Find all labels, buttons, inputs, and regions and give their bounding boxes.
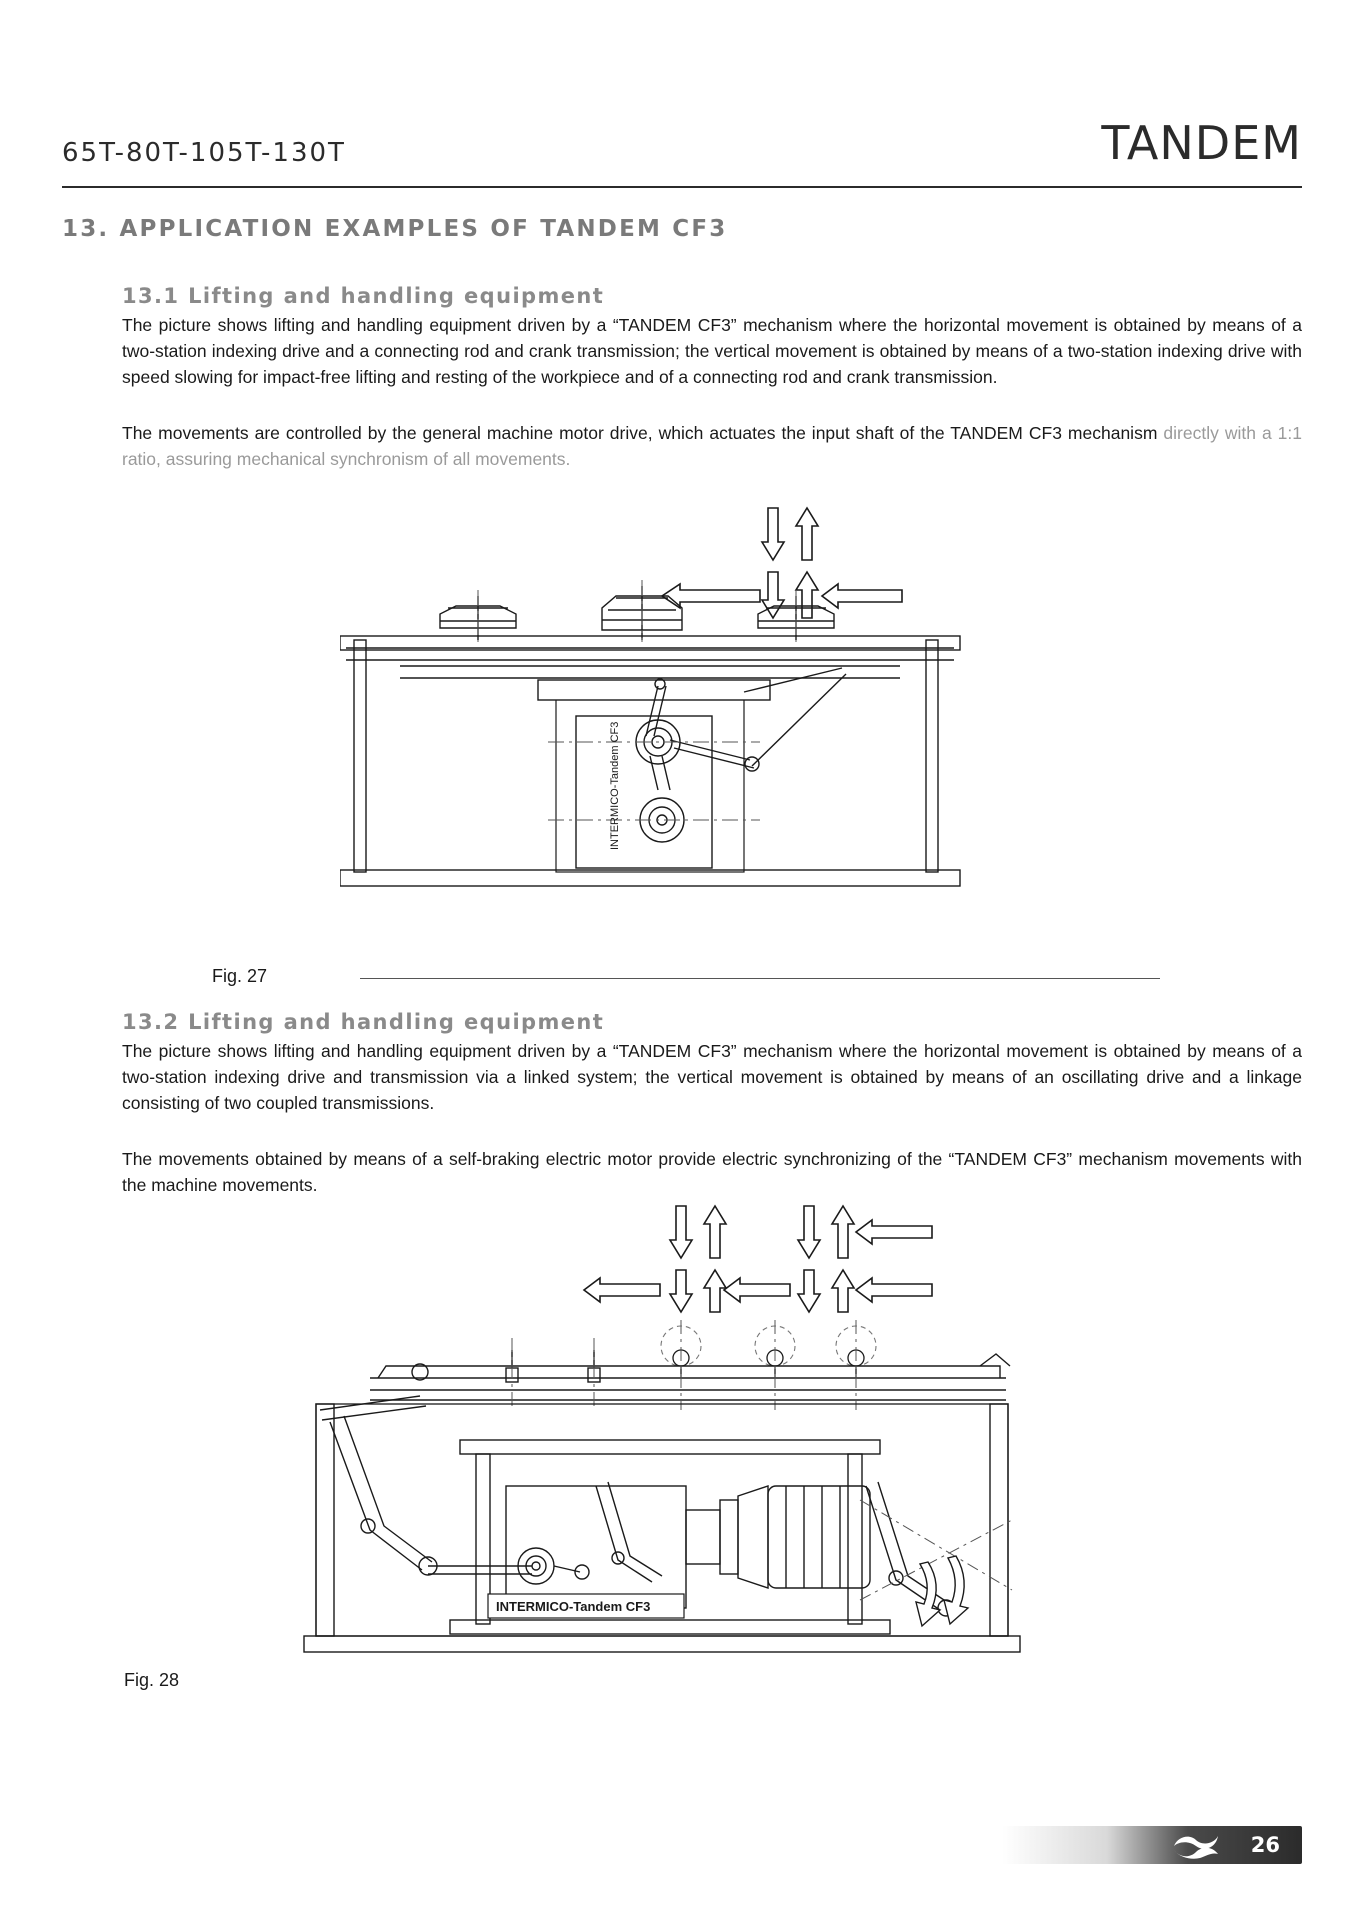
header-divider	[62, 186, 1302, 188]
figure-28-drawing	[300, 1200, 1160, 1700]
company-logo-icon	[1168, 1828, 1224, 1862]
page-footer	[1002, 1826, 1302, 1868]
subsection-title-13-2: 13.2 Lifting and handling equipment	[122, 1010, 605, 1034]
page-number: 26	[1250, 1833, 1280, 1857]
section-title: 13. APPLICATION EXAMPLES OF TANDEM CF3	[62, 216, 728, 242]
subsection-13-1-paragraph-2	[122, 420, 1302, 472]
brand-title: TANDEM	[1101, 116, 1302, 170]
figure-27-rule	[360, 978, 1160, 979]
subsection-title-13-1: 13.1 Lifting and handling equipment	[122, 284, 605, 308]
figure-27-drawing	[340, 490, 1170, 950]
figure-28-label: Fig. 28	[124, 1670, 180, 1690]
paragraph-2-main: The movements are controlled by the general machine motor drive, which actuates the input shaft of the TANDEM CF3 mechanism	[122, 423, 1164, 443]
paragraph-2-tail: directly with a 1:1 ratio, assuring mechanical synchronism of all movements.	[122, 423, 1303, 469]
svg-text:INTERMICO-Tandem CF3: INTERMICO-Tandem CF3	[496, 1599, 651, 1614]
subsection-13-2-paragraph-2: The movements obtained by means of a self-braking electric motor provide electric synchronizing of the “TANDEM CF3” mechanism movements with the machine movements.	[122, 1149, 1302, 1195]
figure-27-label: Fig. 27	[212, 966, 268, 986]
page-header	[62, 116, 1302, 182]
document-code: 65T-80T-105T-130T	[62, 138, 346, 168]
subsection-13-1-paragraph-1: The picture shows lifting and handling equipment driven by a “TANDEM CF3” mechanism where the horizontal movement is obtained by means of a two-station indexing drive and a connecting rod and crank transmission; the vertical movement is obtained by means of a two-station indexing drive with speed slowing for impact-free lifting and resting of the workpiece and of a connecting rod and crank transmission.	[122, 315, 1302, 387]
svg-text:INTERMICO-Tandem CF3: INTERMICO-Tandem CF3	[609, 721, 621, 850]
subsection-13-2-paragraph-1: The picture shows lifting and handling equipment driven by a “TANDEM CF3” mechanism where the horizontal movement is obtained by means of a two-station indexing drive and transmission via a linked system; the vertical movement is obtained by means of an oscillating drive and a linkage consisting of two coupled transmissions.	[122, 1041, 1302, 1113]
